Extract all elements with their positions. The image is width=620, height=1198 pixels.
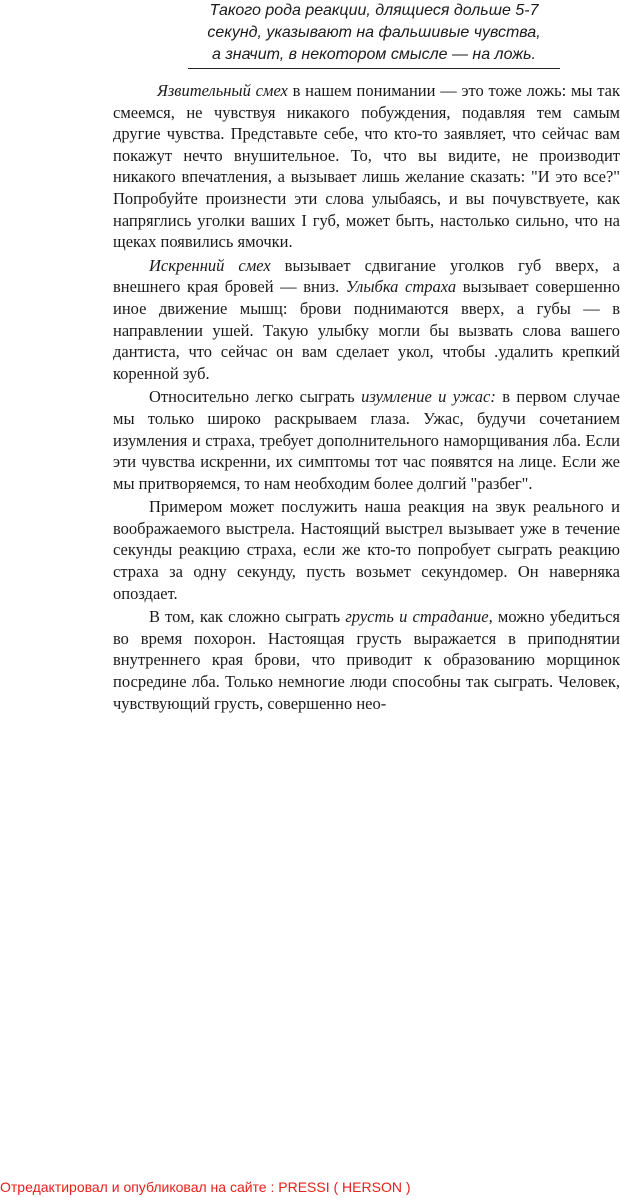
paragraph-text: В том, как сложно сыграть [149,607,346,627]
paragraph-sarcastic-laugh [113,80,620,253]
paragraph-surprise-horror [113,386,620,494]
paragraph-text: в нашем понимании — это тоже ложь: мы так смеемся, не чувствуя никакого побуждения, подавляя тем самым другие чувства. Представьте себе, что кто-то заявляет, что сейчас вам покажут нечто внушительное. То, что вы видите, не производит никакого впечатления, а вызывает лишь желание сказать: "И это все?" Попробуйте произнести эти слова улыбаясь, и вы почувствуете, как напряглись уголки ваших I губ, может быть, настолько сильно, что на щеках появились ямочки. [113,81,620,252]
paragraph-text: вызывает сдвигание уголков губ вверх, а внешнего края бровей — вниз. [113,255,620,297]
paragraph-text: можно убедиться во время похорон. Настоящая грусть выражается в приподнятии внутреннего края брови, что приводит к образованию морщинок посредине лба. Только немногие люди способны так сыграть. Человек, чувствующий грусть, совершенно нео- [113,607,620,713]
italic-term: изумление и ужас: [361,387,496,407]
paragraph-sadness [113,606,620,714]
body-text [113,80,620,716]
paragraph-sincere-laugh [113,255,620,385]
publisher-footer: Отредактировал и опубликовал на сайте : PRESSI ( HERSON ) [0,1179,411,1195]
pull-quote-line: секунд, указывают на фальшивые чувства, [207,24,541,41]
paragraph-text: вызывает совершенно иное движение мышц: брови поднимаются вверх, а губы — в направлении ушей. Такую улыбку могли бы вызвать слова вашего дантиста, что сейчас он вам сделает укол, чтобы .удалить крепкий коренной зуб. [113,277,620,383]
italic-term: Улыбка страха [345,277,457,297]
italic-term: Искренний смех [149,255,271,275]
paragraph-gunshot-example [113,496,620,604]
italic-term: Язвительный смех [157,81,288,100]
pull-quote-line: Такого рода реакции, длящиеся дольше 5-7 [209,2,539,19]
italic-term: грусть и страдание, [345,607,493,627]
pull-quote-divider [188,68,560,69]
pull-quote-line: а значит, в некотором смысле — на ложь. [212,46,536,63]
pull-quote [188,0,560,66]
paragraph-text: Примером может послужить наша реакция на звук реального и воображаемого выстрела. Настоящий выстрел вызывает уже в течение секунды реакцию страха, если же кто-то попробует сыграть реакцию страха за одну секунду, пусть возьмет секундомер. Он наверняка опоздает. [113,497,620,603]
paragraph-text: в первом случае мы только широко раскрываем глаза. Ужас, будучи сочетанием изумления и страха, требует дополнительного наморщивания лба. Если эти чувства искренни, их симптомы тот час появятся на лице. Если же мы притворяемся, то нам необходим более долгий "разбег". [113,387,620,493]
paragraph-text: Относительно легко сыграть [149,387,362,407]
